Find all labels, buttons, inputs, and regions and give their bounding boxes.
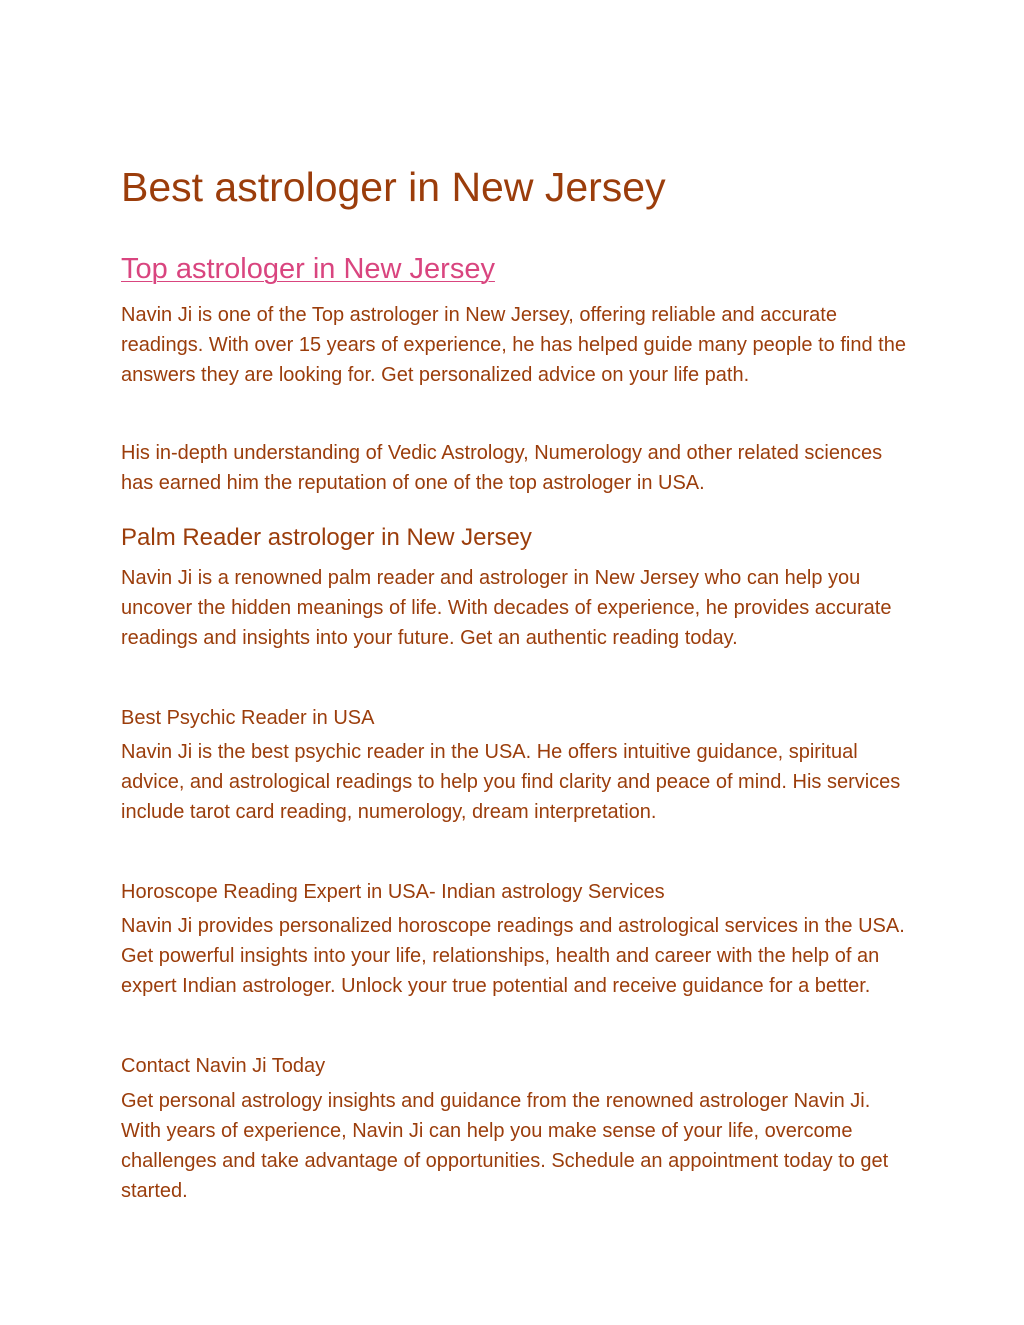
section1-paragraph-2: His in-depth understanding of Vedic Astrology, Numerology and other related sciences has earned him the reputation of one of the top astrologer in USA. <box>121 442 883 494</box>
page-title: Best astrologer in New Jersey <box>121 164 666 210</box>
section-heading-palm-reader: Palm Reader astrologer in New Jersey <box>121 524 532 551</box>
section-heading-psychic-reader: Best Psychic Reader in USA <box>121 707 375 729</box>
section3-paragraph: Navin Ji is the best psychic reader in the USA. He offers intuitive guidance, spiritual advice, and astrological readings to help you find clarity and peace of mind. His services include tarot card reading, numerology, dream interpretation. <box>121 741 901 823</box>
section1-paragraph-1: Navin Ji is one of the Top astrologer in New Jersey, offering reliable and accurate readings. With over 15 years of experience, he has helped guide many people to find the answers they are looking for. Get personalized advice on your life path. <box>121 304 906 386</box>
top-astrologer-link[interactable]: Top astrologer in New Jersey <box>121 253 495 285</box>
section5-paragraph: Get personal astrology insights and guidance from the renowned astrologer Navin Ji. With years of experience, Navin Ji can help you make sense of your life, overcome challenges and take advantage of opportunities. Schedule an appointment today to get started. <box>121 1090 889 1202</box>
section-heading-horoscope-reading: Horoscope Reading Expert in USA- Indian astrology Services <box>121 881 665 903</box>
section-heading-top-astrologer <box>121 249 495 289</box>
section-heading-contact: Contact Navin Ji Today <box>121 1055 326 1077</box>
section2-paragraph: Navin Ji is a renowned palm reader and astrologer in New Jersey who can help you uncover the hidden meanings of life. With decades of experience, he provides accurate readings and insights into your future. Get an authentic reading today. <box>121 567 892 649</box>
section4-paragraph: Navin Ji provides personalized horoscope readings and astrological services in the USA. Get powerful insights into your life, relationships, health and career with the help of an expert Indian astrologer. Unlock your true potential and receive guidance for a better. <box>121 915 905 997</box>
